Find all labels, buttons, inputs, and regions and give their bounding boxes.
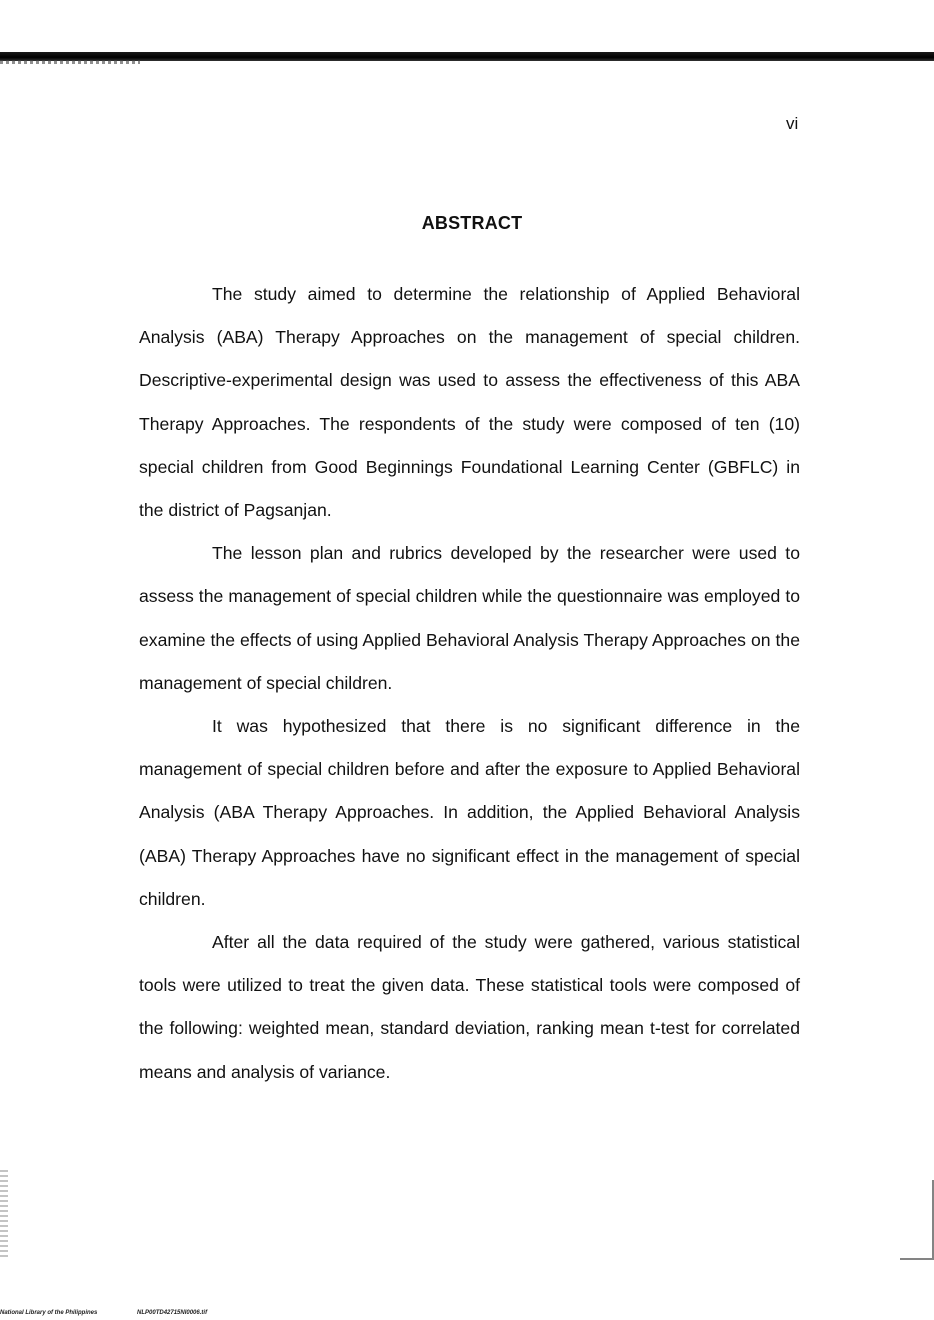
footer-library: National Library of the Philippines xyxy=(0,1310,98,1316)
abstract-paragraph-2: The lesson plan and rubrics developed by the researcher were used to assess the management of special children while the questionnaire was employed to examine the effects of using Applied Behavioral Analysis Therapy Approaches on the management of special children. xyxy=(139,543,800,693)
scan-margin-marks-left xyxy=(0,1170,8,1260)
scan-top-border xyxy=(0,52,934,61)
abstract-paragraph-4: After all the data required of the study were gathered, various statistical tools were utilized to treat the given data. These statistical tools were composed of the following: weighted mean, standard deviation, ranking mean t-test for correlated means and analysis of variance. xyxy=(139,932,800,1082)
page-title: ABSTRACT xyxy=(421,213,523,233)
abstract-paragraph-3: It was hypothesized that there is no significant difference in the management of special children before and after the exposure to Applied Behavioral Analysis (ABA Therapy Approaches. In addition, the Applied Behavioral Analysis (ABA) Therapy Approaches have no significant effect in the management of special children. xyxy=(139,716,800,909)
footer-file-id: NLP00TD42715NI0006.tif xyxy=(137,1310,208,1316)
scan-footer xyxy=(0,1310,245,1316)
page-number: vi xyxy=(786,114,799,133)
scan-margin-marks-right xyxy=(900,1180,934,1260)
abstract-paragraph-1: The study aimed to determine the relationship of Applied Behavioral Analysis (ABA) Therapy Approaches on the management of special children. Descriptive-experimental design was used to assess the effectiveness of this ABA Therapy Approaches. The respondents of the study were composed of ten (10) special children from Good Beginnings Foundational Learning Center (GBFLC) in the district of Pagsanjan. xyxy=(139,284,800,521)
scan-noise xyxy=(0,60,140,64)
abstract-body xyxy=(139,273,800,1094)
